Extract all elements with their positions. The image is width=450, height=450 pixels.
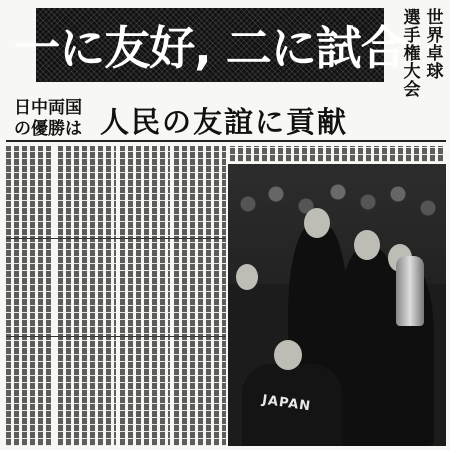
subheadline-main: 人民の友誼に貢献	[100, 105, 349, 139]
player-head	[274, 340, 302, 370]
player-head	[354, 230, 380, 260]
kicker-line-1: 世界卓球	[422, 8, 443, 80]
text-column-block	[230, 146, 446, 162]
kicker-vertical	[397, 8, 445, 98]
subheadline-lead	[14, 98, 92, 140]
subheadline-lead-line-2: の優勝は	[14, 119, 82, 139]
team-photo	[228, 164, 446, 446]
headline-text: 一に友好, 二に試合	[14, 21, 406, 75]
column-rule	[6, 238, 226, 239]
text-column-block	[174, 146, 226, 446]
text-column-block	[58, 146, 116, 446]
column-rule	[6, 336, 226, 337]
player-head	[304, 208, 330, 238]
jersey-text: JAPAN	[261, 392, 312, 415]
text-column-block	[6, 146, 54, 446]
text-column-block	[120, 146, 170, 446]
trophy	[396, 256, 424, 326]
divider-rule	[6, 140, 446, 142]
kicker-line-2: 選手権大会	[399, 8, 420, 98]
headline-banner	[14, 8, 406, 82]
player-head	[236, 264, 258, 290]
subheadline-lead-line-1: 日中両国	[14, 98, 82, 118]
